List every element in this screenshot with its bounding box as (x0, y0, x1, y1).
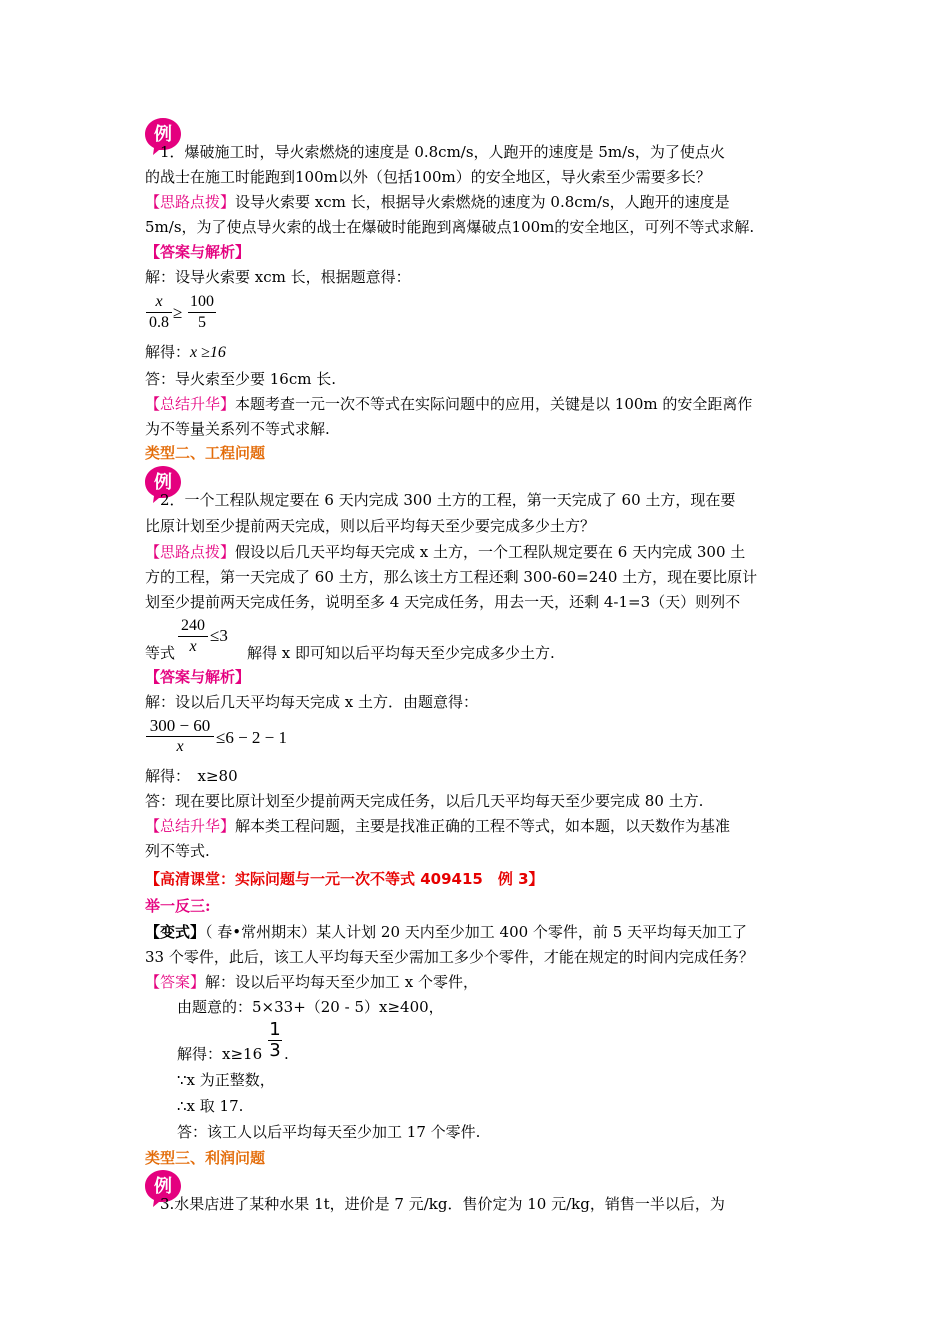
svg-text:例: 例 (154, 124, 172, 145)
example-2-summary-line-2: 列不等式. (145, 842, 210, 860)
summary-label: 【总结升华】 (145, 395, 236, 413)
example-2-answer-label: 【答案与解析】 (145, 668, 251, 686)
hint-label: 【思路点拨】 (145, 543, 236, 561)
variant-text-line-1 (145, 922, 747, 942)
variant-answer-line-4: ∵x 为正整数， (177, 1071, 275, 1089)
svg-text:例: 例 (154, 1176, 172, 1197)
example-1-answer-line: 答：导火索至少要 16cm 长. (145, 370, 337, 388)
variant-mixed-fraction (268, 1020, 282, 1061)
fraction-denominator: x (176, 738, 184, 755)
example-1-summary-line-1 (145, 394, 752, 414)
example-2-solution-line: 解：设以后几天平均每天完成 x 土方．由题意得： (145, 693, 478, 711)
example-2-hint-fraction (178, 616, 208, 657)
variant-label: 【变式】 (145, 923, 206, 941)
summary-label: 【总结升华】 (145, 817, 236, 835)
example-1-solution-line: 解：设导火索要 xcm 长，根据题意得： (145, 268, 411, 286)
example-2-hint-line-4-start: 等式 (145, 644, 176, 662)
variant-text: （ 春•常州期末）某人计划 20 天内至少加工 400 个零件，前 5 天平均每天加工了 (205, 923, 748, 941)
example-1-question-line-2: 的战士在施工时能跑到100m以外（包括100m）的安全地区，导火索至少需要多长？ (145, 168, 711, 186)
example-1-hint-line-1 (145, 192, 730, 212)
fraction-numerator: x (155, 293, 163, 310)
example-1-hint-line-2: 5m/s，为了使点导火索的战士在爆破时能跑到离爆破点100m的安全地区，可列不等式求解. (145, 218, 755, 236)
variant-answer-label: 【答案】 (145, 973, 206, 991)
result-label: 解得： (145, 343, 191, 361)
variant-answer-line-3-end: . (284, 1045, 289, 1063)
fraction-denominator: 5 (198, 314, 206, 331)
fraction-numerator: 240 (181, 617, 205, 634)
svg-text:例: 例 (154, 472, 172, 493)
example-1-fraction-right (188, 292, 216, 333)
example-2-hint-line-3: 划至少提前两天完成任务，说明至多 4 天完成任务，用去一天，还剩 4-1=3（天）则列不 (145, 593, 741, 611)
result-math: x ≥16 (190, 344, 226, 361)
example-2-hint-line-2: 方的工程，第一天完成了 60 土方，那么该土方工程还剩 300-60=240 土方，现在要比原计 (145, 568, 758, 586)
fraction-numerator: 300 − 60 (149, 716, 211, 735)
type-2-heading: 类型二、工程问题 (145, 444, 266, 462)
example-1-question-line-1: 1．爆破施工时，导火索燃烧的速度是 0.8cm/s，人跑开的速度是 5m/s，为了使点火 (145, 143, 725, 161)
example-2-question-line-1: 2．一个工程队规定要在 6 天内完成 300 土方的工程，第一天完成了 60 土方，现在要 (145, 491, 736, 509)
variant-answer-line-6: 答：该工人以后平均每天至少加工 17 个零件. (177, 1123, 481, 1141)
example-2-hint-line-1 (145, 542, 745, 562)
variant-answer-line-1 (145, 972, 478, 992)
example-3-question-line-1: 3.水果店进了某种水果 1t，进价是 7 元/kg．售价定为 10 元/kg，销售一半以后，为 (145, 1195, 725, 1213)
example-1-result-line (145, 342, 226, 363)
example-2-solution-inequality: ≤6 − 2 − 1 (216, 728, 288, 747)
example-2-hint-line-4-end: 解得 x 即可知以后平均每天至少完成多少土方. (247, 644, 555, 662)
example-2-hint-inequality: ≤3 (210, 626, 228, 645)
variant-answer-text: 解：设以后平均每天至少加工 x 个零件， (205, 973, 479, 991)
example-1-answer-label: 【答案与解析】 (145, 243, 251, 261)
example-2-answer-line: 答：现在要比原计划至少提前两天完成任务，以后几天平均每天至少要完成 80 土方. (145, 792, 704, 810)
fraction-denominator: 0.8 (149, 314, 169, 331)
practice-heading: 举一反三: (145, 897, 211, 915)
fraction-denominator: 3 (269, 1040, 281, 1061)
example-2-result-line: 解得： x≥80 (145, 767, 238, 785)
fraction-numerator: 100 (190, 293, 214, 310)
variant-answer-line-2: 由题意的：5×33+（20 - 5）x≥400， (177, 998, 444, 1016)
fraction-numerator: 1 (269, 1019, 281, 1040)
variant-answer-line-5: ∴x 取 17. (177, 1097, 244, 1115)
example-1-inequality-sign: ≥ (173, 303, 183, 322)
example-1-summary-line-2: 为不等量关系列不等式求解. (145, 420, 330, 438)
type-3-heading: 类型三、利润问题 (145, 1149, 266, 1167)
fraction-denominator: x (189, 638, 197, 655)
variant-answer-line-3: 解得：x≥16 (177, 1045, 263, 1063)
example-1-fraction-left (146, 292, 172, 333)
example-2-solution-fraction (146, 716, 214, 757)
summary-text: 本题考查一元一次不等式在实际问题中的应用，关键是以 100m 的安全距离作 (235, 395, 753, 413)
example-2-summary-line-1 (145, 816, 730, 836)
hd-class-link[interactable]: 【高清课堂：实际问题与一元一次不等式 409415 例 3】 (145, 870, 544, 888)
hint-text: 设导火索要 xcm 长，根据导火索燃烧的速度为 0.8cm/s，人跑开的速度是 (235, 193, 730, 211)
summary-text: 解本类工程问题，主要是找准正确的工程不等式，如本题，以天数作为基准 (235, 817, 731, 835)
hint-text: 假设以后几天平均每天完成 x 土方，一个工程队规定要在 6 天内完成 300 土 (235, 543, 746, 561)
variant-text-line-2: 33 个零件，此后，该工人平均每天至少需加工多少个零件，才能在规定的时间内完成任务？ (145, 948, 754, 966)
hint-label: 【思路点拨】 (145, 193, 236, 211)
example-2-question-line-2: 比原计划至少提前两天完成，则以后平均每天至少要完成多少土方？ (145, 517, 596, 535)
